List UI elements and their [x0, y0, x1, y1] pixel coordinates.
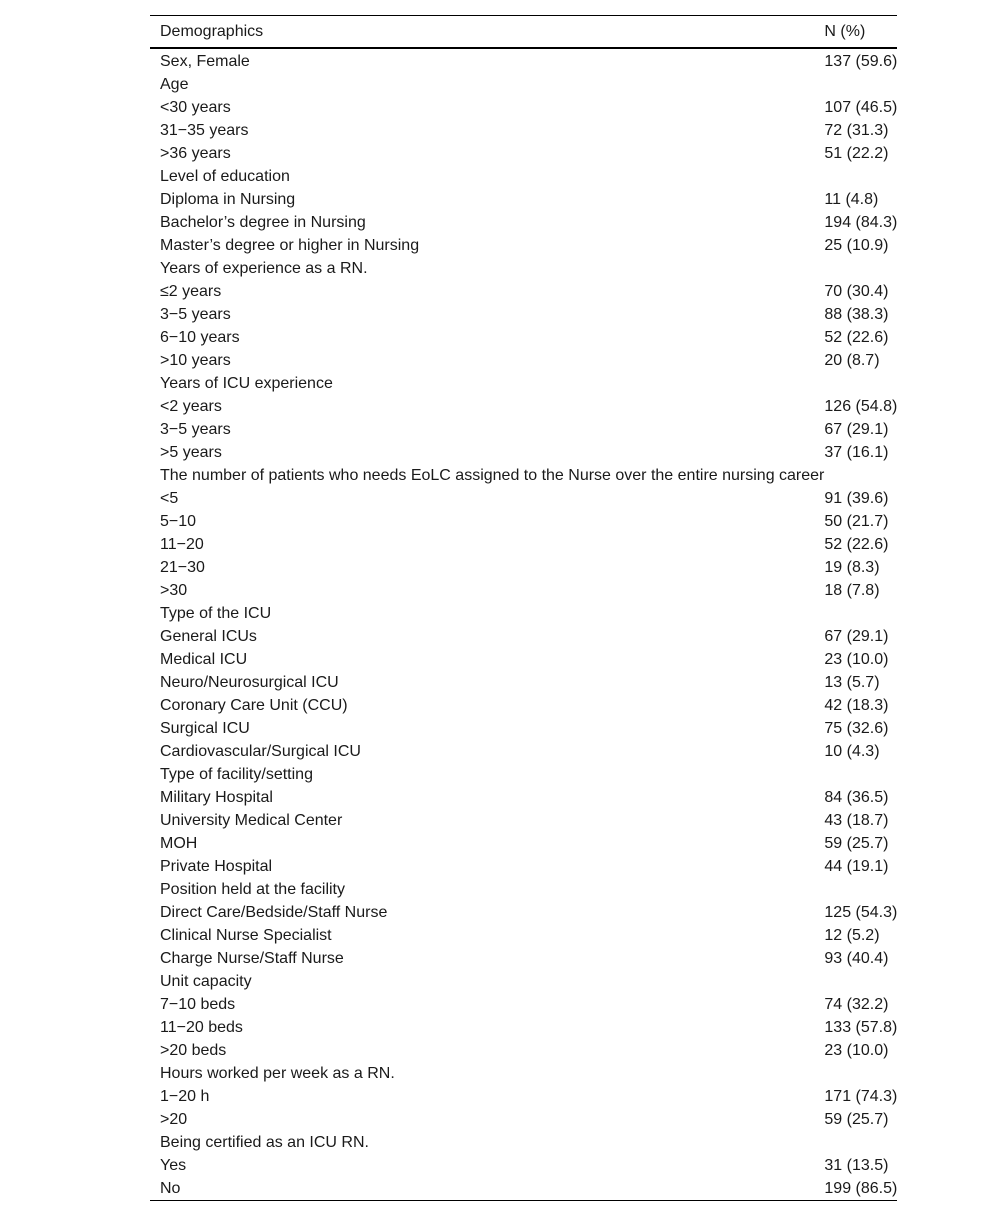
row-label: Type of the ICU — [160, 605, 272, 622]
row-value: 50 (21.7) — [824, 513, 889, 530]
row-value: 67 (29.1) — [824, 628, 889, 645]
row-value: 37 (16.1) — [824, 444, 889, 461]
row-label: MOH — [160, 835, 198, 852]
row-value: 88 (38.3) — [824, 306, 889, 323]
table-row — [150, 901, 897, 924]
table-row — [150, 418, 897, 441]
row-label: The number of patients who needs EoLC assigned to the Nurse over the entire nursing career — [160, 467, 825, 484]
row-value: 171 (74.3) — [824, 1088, 898, 1105]
row-label: Neuro/Neurosurgical ICU — [160, 674, 339, 691]
row-value — [824, 602, 897, 625]
table-row — [150, 510, 897, 533]
table-row — [150, 947, 897, 970]
table-row — [150, 441, 897, 464]
row-value: 23 (10.0) — [824, 1042, 889, 1059]
header-row — [150, 16, 897, 49]
row-value: 19 (8.3) — [824, 559, 880, 576]
row-label: Unit capacity — [160, 973, 252, 990]
row-label: >20 — [160, 1111, 188, 1128]
table-row — [150, 395, 897, 418]
row-label: Years of experience as a RN. — [160, 260, 368, 277]
table-row — [150, 119, 897, 142]
row-value: 11 (4.8) — [824, 191, 879, 208]
row-value: 52 (22.6) — [824, 329, 889, 346]
row-label: Being certified as an ICU RN. — [160, 1134, 369, 1151]
row-value: 72 (31.3) — [824, 122, 889, 139]
row-label: Surgical ICU — [160, 720, 250, 737]
table-row — [150, 165, 897, 188]
row-label: Sex, Female — [160, 53, 250, 70]
table-row — [150, 1177, 897, 1201]
table-row — [150, 96, 897, 119]
table-row — [150, 280, 897, 303]
row-value: 13 (5.7) — [824, 674, 880, 691]
table-row — [150, 188, 897, 211]
row-value: 20 (8.7) — [824, 352, 880, 369]
row-label: Level of education — [160, 168, 290, 185]
row-value: 194 (84.3) — [824, 214, 898, 231]
row-label: <30 years — [160, 99, 231, 116]
row-value: 43 (18.7) — [824, 812, 889, 829]
table-row — [150, 211, 897, 234]
row-value: 199 (86.5) — [824, 1180, 898, 1197]
row-label: Master’s degree or higher in Nursing — [160, 237, 420, 254]
row-value: 93 (40.4) — [824, 950, 889, 967]
row-label: >10 years — [160, 352, 231, 369]
table-row — [150, 533, 897, 556]
row-label: 5−10 — [160, 513, 197, 530]
row-label: Diploma in Nursing — [160, 191, 296, 208]
table-row — [150, 1154, 897, 1177]
row-label: 6−10 years — [160, 329, 240, 346]
table-row — [150, 1016, 897, 1039]
row-value — [824, 1131, 897, 1154]
table-row — [150, 142, 897, 165]
row-label: <5 — [160, 490, 179, 507]
row-value: 51 (22.2) — [824, 145, 889, 162]
row-label: 11−20 beds — [160, 1019, 243, 1036]
row-value — [824, 464, 897, 487]
table-row — [150, 740, 897, 763]
table-row — [150, 372, 897, 395]
row-label: Coronary Care Unit (CCU) — [160, 697, 348, 714]
row-label: No — [160, 1180, 181, 1197]
row-value: 126 (54.8) — [824, 398, 898, 415]
row-label: Hours worked per week as a RN. — [160, 1065, 395, 1082]
table-row — [150, 73, 897, 96]
table-row — [150, 694, 897, 717]
row-label: >36 years — [160, 145, 231, 162]
row-value — [824, 165, 897, 188]
table-row — [150, 326, 897, 349]
row-value: 137 (59.6) — [824, 53, 898, 70]
header-demographics: Demographics — [160, 23, 264, 40]
row-label: >30 — [160, 582, 188, 599]
row-value — [824, 257, 897, 280]
row-label: >5 years — [160, 444, 222, 461]
table-row — [150, 809, 897, 832]
row-value: 25 (10.9) — [824, 237, 889, 254]
table-row — [150, 257, 897, 280]
table-row — [150, 786, 897, 809]
table-row — [150, 556, 897, 579]
row-label: Medical ICU — [160, 651, 248, 668]
row-label: 3−5 years — [160, 306, 231, 323]
row-label: 1−20 h — [160, 1088, 210, 1105]
row-value: 23 (10.0) — [824, 651, 889, 668]
table-body — [150, 48, 897, 1201]
table-row — [150, 855, 897, 878]
row-label: Military Hospital — [160, 789, 273, 806]
table-row — [150, 1108, 897, 1131]
row-value: 70 (30.4) — [824, 283, 889, 300]
table-row — [150, 1085, 897, 1108]
row-value — [824, 1062, 897, 1085]
row-value: 52 (22.6) — [824, 536, 889, 553]
header-n-percent: N (%) — [824, 23, 866, 40]
row-label: 31−35 years — [160, 122, 249, 139]
row-label: Charge Nurse/Staff Nurse — [160, 950, 344, 967]
table-row — [150, 464, 897, 487]
row-value: 91 (39.6) — [824, 490, 889, 507]
row-value: 84 (36.5) — [824, 789, 889, 806]
table-row — [150, 602, 897, 625]
row-value: 59 (25.7) — [824, 835, 889, 852]
row-label: Private Hospital — [160, 858, 273, 875]
table-row — [150, 717, 897, 740]
row-value — [824, 73, 897, 96]
row-label: Cardiovascular/Surgical ICU — [160, 743, 361, 760]
row-label: University Medical Center — [160, 812, 343, 829]
table-row — [150, 671, 897, 694]
row-value: 125 (54.3) — [824, 904, 898, 921]
row-label: Direct Care/Bedside/Staff Nurse — [160, 904, 388, 921]
row-label: Clinical Nurse Specialist — [160, 927, 332, 944]
table-row — [150, 648, 897, 671]
row-value: 10 (4.3) — [824, 743, 880, 760]
row-label: 7−10 beds — [160, 996, 236, 1013]
demographics-table — [150, 15, 897, 1201]
row-label: Age — [160, 76, 189, 93]
row-label: 11−20 — [160, 536, 204, 553]
row-label: Yes — [160, 1157, 187, 1174]
table-header — [150, 16, 897, 49]
table-row — [150, 763, 897, 786]
row-label: Years of ICU experience — [160, 375, 333, 392]
table-row — [150, 993, 897, 1016]
row-value — [824, 372, 897, 395]
row-value — [824, 878, 897, 901]
row-value: 67 (29.1) — [824, 421, 889, 438]
row-value: 75 (32.6) — [824, 720, 889, 737]
table-row — [150, 349, 897, 372]
table-row — [150, 1039, 897, 1062]
table-row — [150, 579, 897, 602]
table-row — [150, 832, 897, 855]
table-row — [150, 924, 897, 947]
row-label: 21−30 — [160, 559, 205, 576]
demographics-table-container — [150, 15, 898, 1201]
table-row — [150, 1131, 897, 1154]
table-row — [150, 878, 897, 901]
row-value: 31 (13.5) — [824, 1157, 889, 1174]
row-label: Position held at the facility — [160, 881, 345, 898]
row-value: 107 (46.5) — [824, 99, 898, 116]
row-label: Bachelor’s degree in Nursing — [160, 214, 366, 231]
row-label: >20 beds — [160, 1042, 227, 1059]
row-value: 42 (18.3) — [824, 697, 889, 714]
row-value: 12 (5.2) — [824, 927, 880, 944]
row-value: 74 (32.2) — [824, 996, 889, 1013]
table-row — [150, 970, 897, 993]
row-label: ≤2 years — [160, 283, 222, 300]
row-value: 44 (19.1) — [824, 858, 889, 875]
table-row — [150, 1062, 897, 1085]
row-label: Type of facility/setting — [160, 766, 313, 783]
row-value — [824, 763, 897, 786]
table-row — [150, 487, 897, 510]
row-value: 18 (7.8) — [824, 582, 880, 599]
row-label: 3−5 years — [160, 421, 231, 438]
row-value — [824, 970, 897, 993]
table-row — [150, 303, 897, 326]
table-row — [150, 234, 897, 257]
table-row — [150, 625, 897, 648]
row-value: 133 (57.8) — [824, 1019, 898, 1036]
row-value: 59 (25.7) — [824, 1111, 889, 1128]
table-row — [150, 48, 897, 73]
row-label: General ICUs — [160, 628, 257, 645]
row-label: <2 years — [160, 398, 222, 415]
